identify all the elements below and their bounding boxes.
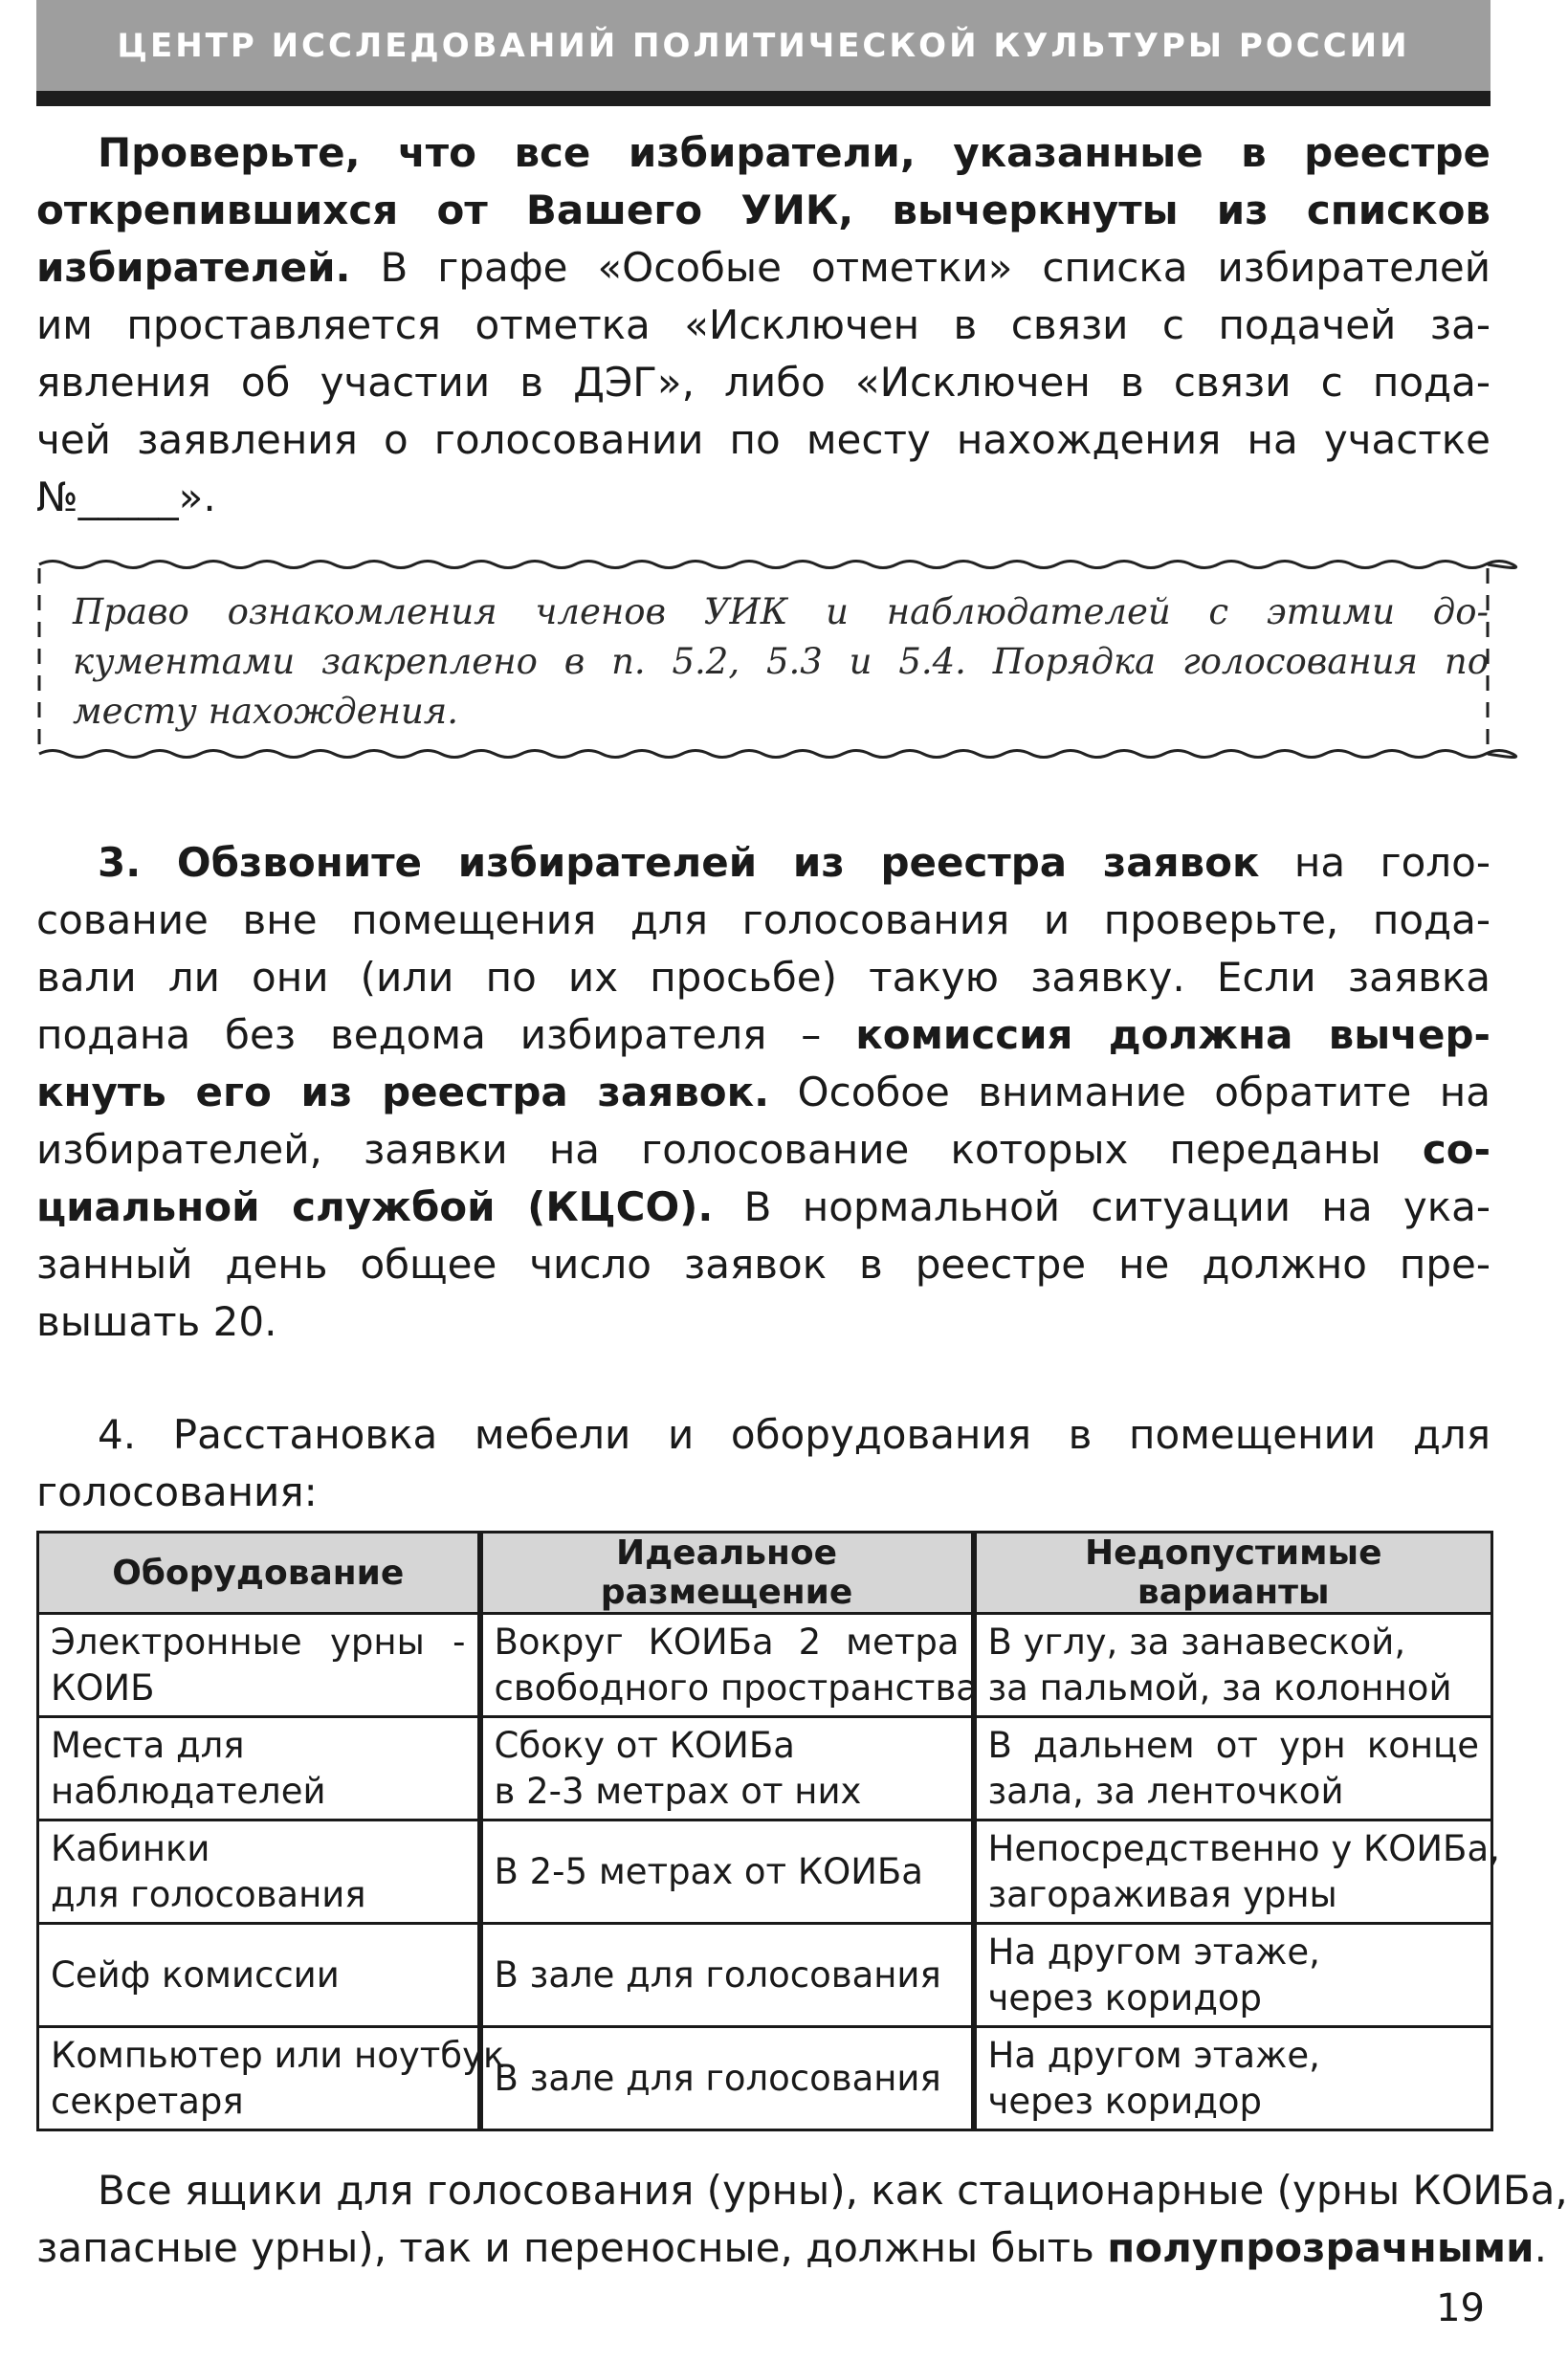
table-cell: В 2-5 метрах от КОИБа — [480, 1820, 974, 1924]
text-line: избирателей. В графе «Особые отметки» списка избирателей — [36, 244, 1491, 291]
text-line: голосования: — [36, 1468, 318, 1515]
text-line: подана без ведома избирателя – комиссия должна вычер- — [36, 1011, 1491, 1058]
table-cell: Кабинки для голосования — [38, 1820, 480, 1924]
paragraph-ballot-boxes — [36, 2162, 1568, 2277]
table-header-row — [38, 1533, 1492, 1614]
text-line: вышать 20. — [36, 1298, 277, 1345]
text-line: избирателей, заявки на голосование которых переданы со- — [36, 1126, 1491, 1173]
table-cell: Места для наблюдателей — [38, 1717, 480, 1820]
running-header — [36, 0, 1491, 106]
column-header: Идеальное размещение — [480, 1533, 974, 1614]
table-cell: На другом этаже, через коридор — [974, 2027, 1492, 2130]
table-row — [38, 1820, 1492, 1924]
text-line: 3. Обзвоните избирателей из реестра заявок на голо- — [98, 839, 1491, 886]
paragraph-furniture-intro — [36, 1406, 1491, 1521]
text-line: Все ящики для голосования (урны), как стационарные (урны КОИБа, — [98, 2167, 1568, 2214]
note-line: месту нахождения. — [73, 691, 459, 732]
column-header: Недопустимые варианты — [974, 1533, 1492, 1614]
text-line: явления об участии в ДЭГ», либо «Исключен в связи с пода- — [36, 359, 1491, 406]
table-cell: Непосредственно у КОИБа, загораживая урны — [974, 1820, 1492, 1924]
paragraph-call-voters — [36, 834, 1491, 1351]
text-line: сование вне помещения для голосования и проверьте, пода- — [36, 896, 1491, 943]
table-cell: В углу, за занавеской, за пальмой, за колонной — [974, 1614, 1492, 1717]
paragraph-deregistered-voters — [36, 124, 1491, 526]
text-line: вали ли они (или по их просьбе) такую заявку. Если заявка — [36, 954, 1491, 1001]
equipment-placement-table — [36, 1531, 1500, 2131]
table-cell: В дальнем от урн конце зала, за ленточкой — [974, 1717, 1492, 1820]
note-box — [36, 553, 1491, 765]
text-line: 4. Расстановка мебели и оборудования в помещении для — [98, 1411, 1491, 1458]
note-line: кументами закреплено в п. 5.2, 5.3 и 5.4. Порядка голосования по — [73, 641, 1489, 682]
table-cell: Вокруг КОИБа 2 метра свободного пространства — [480, 1614, 974, 1717]
table-cell: Электронные урны - КОИБ — [38, 1614, 480, 1717]
text-line: №_____». — [36, 474, 216, 520]
text-line: циальной службой (КЦСО). В нормальной ситуации на ука- — [36, 1183, 1491, 1230]
note-line: Право ознакомления членов УИК и наблюдателей с этими до- — [73, 591, 1489, 632]
table-row — [38, 1717, 1492, 1820]
text-line: запасные урны), так и переносные, должны быть полупрозрачными. — [36, 2224, 1547, 2271]
table-row — [38, 1614, 1492, 1717]
text-line: занный день общее число заявок в реестре не должно пре- — [36, 1241, 1491, 1288]
page-number: 19 — [1436, 2286, 1485, 2330]
table-cell: Компьютер или ноутбук секретаря — [38, 2027, 480, 2130]
text-line: кнуть его из реестра заявок. Особое внимание обратите на — [36, 1069, 1491, 1115]
text-line: им проставляется отметка «Исключен в связи с подачей за- — [36, 301, 1491, 348]
table-row — [38, 2027, 1492, 2130]
column-header: Оборудование — [38, 1533, 480, 1614]
table-cell: На другом этаже, через коридор — [974, 1924, 1492, 2027]
table-cell: В зале для голосования — [480, 2027, 974, 2130]
text-line: открепившихся от Вашего УИК, вычеркнуты из списков — [36, 187, 1491, 233]
text-line: чей заявления о голосовании по месту нахождения на участке — [36, 416, 1491, 463]
table-cell: В зале для голосования — [480, 1924, 974, 2027]
table-row — [38, 1924, 1492, 2027]
table-cell: Сейф комиссии — [38, 1924, 480, 2027]
text-line: Проверьте, что все избиратели, указанные в реестре — [98, 129, 1491, 176]
header-title: ЦЕНТР ИССЛЕДОВАНИЙ ПОЛИТИЧЕСКОЙ КУЛЬТУРЫ РОССИИ — [117, 26, 1410, 65]
table-cell: Сбоку от КОИБа в 2-3 метрах от них — [480, 1717, 974, 1820]
